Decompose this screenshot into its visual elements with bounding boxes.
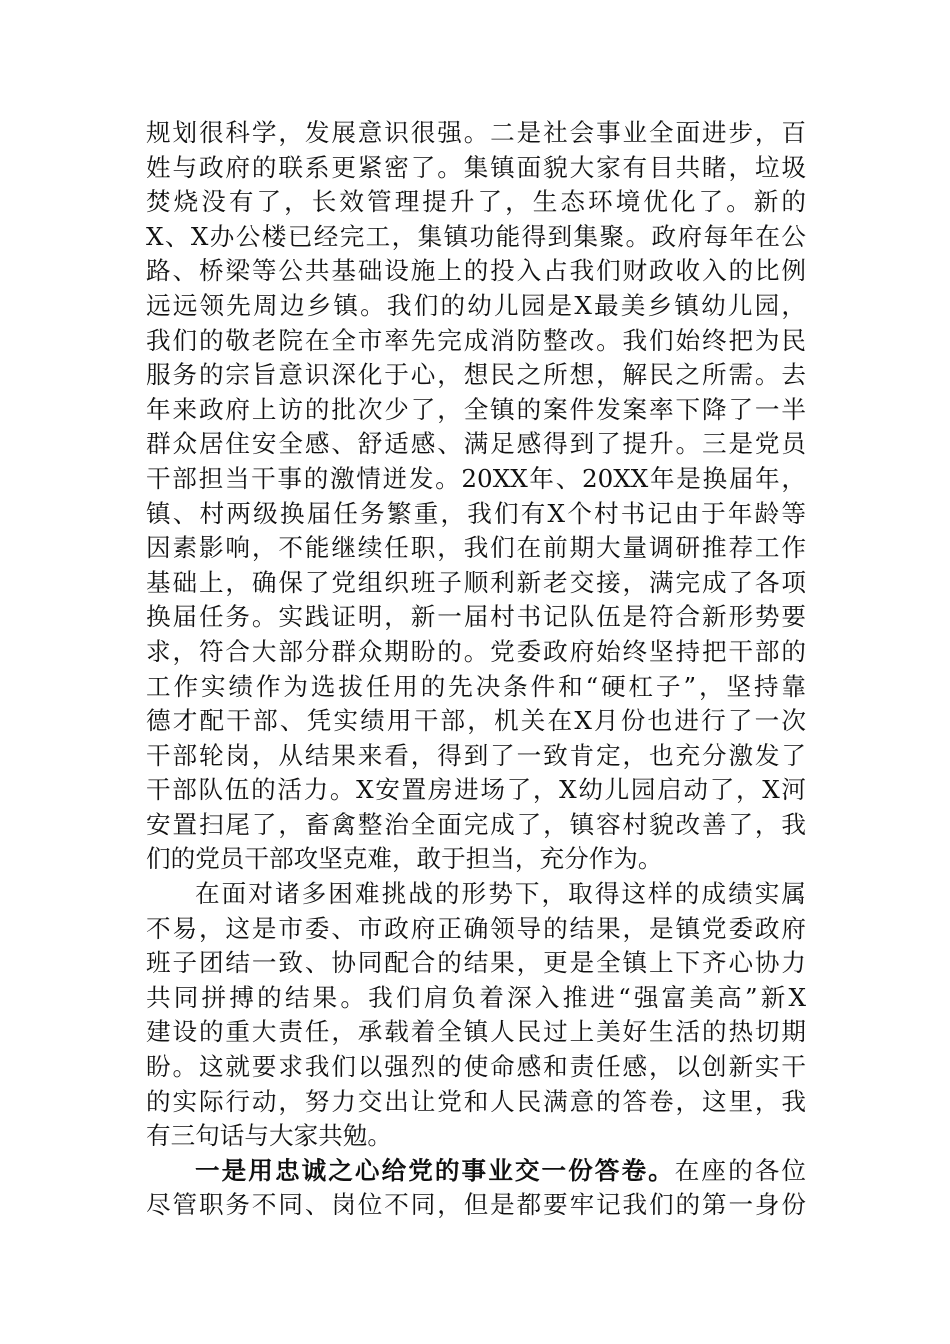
text-line: 不易，这是市委、市政府正确领导的结果，是镇党委政府 — [146, 913, 806, 943]
text-line: 年来政府上访的批次少了，全镇的案件发案率下降了一半 — [146, 394, 806, 424]
text-line: 共同拼搏的结果。我们肩负着深入推进“强富美高”新X — [146, 982, 806, 1012]
text-line: 在面对诸多困难挑战的形势下，取得这样的成绩实属 — [195, 879, 806, 909]
text-line: 远远领先周边乡镇。我们的幼儿园是X最美乡镇幼儿园， — [146, 290, 806, 320]
section-heading-bold: 一是用忠诚之心给党的事业交一份答卷。 — [195, 1155, 675, 1185]
text-line: 求，符合大部分群众期盼的。党委政府始终坚持把干部的 — [146, 636, 806, 666]
text-line: 建设的重大责任，承载着全镇人民过上美好生活的热切期 — [146, 1017, 806, 1047]
text-line: 群众居住安全感、舒适感、满足感得到了提升。三是党员 — [146, 429, 806, 459]
text-line: 姓与政府的联系更紧密了。集镇面貌大家有目共睹，垃圾 — [146, 152, 806, 182]
text-line: 规划很科学，发展意识很强。二是社会事业全面进步，百 — [146, 118, 806, 147]
section-heading-line — [146, 1154, 806, 1189]
text-line: 安置扫尾了，畜禽整治全面完成了，镇容村貌改善了，我 — [146, 809, 806, 839]
paragraph-lines — [146, 116, 806, 1154]
text-line: 焚烧没有了，长效管理提升了，生态环境优化了。新的 — [146, 187, 806, 217]
text-line: 服务的宗旨意识深化于心，想民之所想，解民之所需。去 — [146, 360, 806, 390]
text-line: 干部轮岗，从结果来看，得到了一致肯定，也充分激发了 — [146, 740, 806, 770]
text-line: 因素影响，不能继续任职，我们在前期大量调研推荐工作 — [146, 533, 806, 563]
text-line: 基础上，确保了党组织班子顺利新老交接，满完成了各项 — [146, 567, 806, 597]
text-line: 尽管职务不同、岗位不同，但是都要牢记我们的第一身份 — [146, 1190, 806, 1220]
text-line: 我们的敬老院在全市率先完成消防整改。我们始终把为民 — [146, 325, 806, 355]
text-line: 换届任务。实践证明，新一届村书记队伍是符合新形势要 — [146, 602, 806, 632]
document-body — [146, 116, 806, 1223]
text-line: 工作实绩作为选拔任用的先决条件和“硬杠子”，坚持靠 — [146, 671, 806, 701]
text-line: 有三句话与大家共勉。 — [146, 1121, 392, 1151]
text-line: X、X办公楼已经完工，集镇功能得到集聚。政府每年在公 — [146, 221, 806, 251]
section-heading-rest: 在座的各位 — [674, 1155, 806, 1185]
text-line: 路、桥梁等公共基础设施上的投入占我们财政收入的比例 — [146, 256, 806, 286]
text-line: 们的党员干部攻坚克难，敢于担当，充分作为。 — [146, 844, 663, 874]
text-line: 德才配干部、凭实绩用干部，机关在X月份也进行了一次 — [146, 706, 806, 736]
text-line: 的实际行动，努力交出让党和人民满意的答卷，这里，我 — [146, 1086, 806, 1116]
text-line: 盼。这就要求我们以强烈的使命感和责任感，以创新实干 — [146, 1052, 806, 1082]
text-line: 镇、村两级换届任务繁重，我们有X个村书记由于年龄等 — [146, 498, 806, 528]
text-line: 干部队伍的活力。X安置房进场了，X幼儿园启动了，X河 — [146, 775, 806, 805]
text-line: 班子团结一致、协同配合的结果，更是全镇上下齐心协力 — [146, 948, 806, 978]
text-line: 干部担当干事的激情迸发。20XX年、20XX年是换届年， — [146, 463, 806, 493]
